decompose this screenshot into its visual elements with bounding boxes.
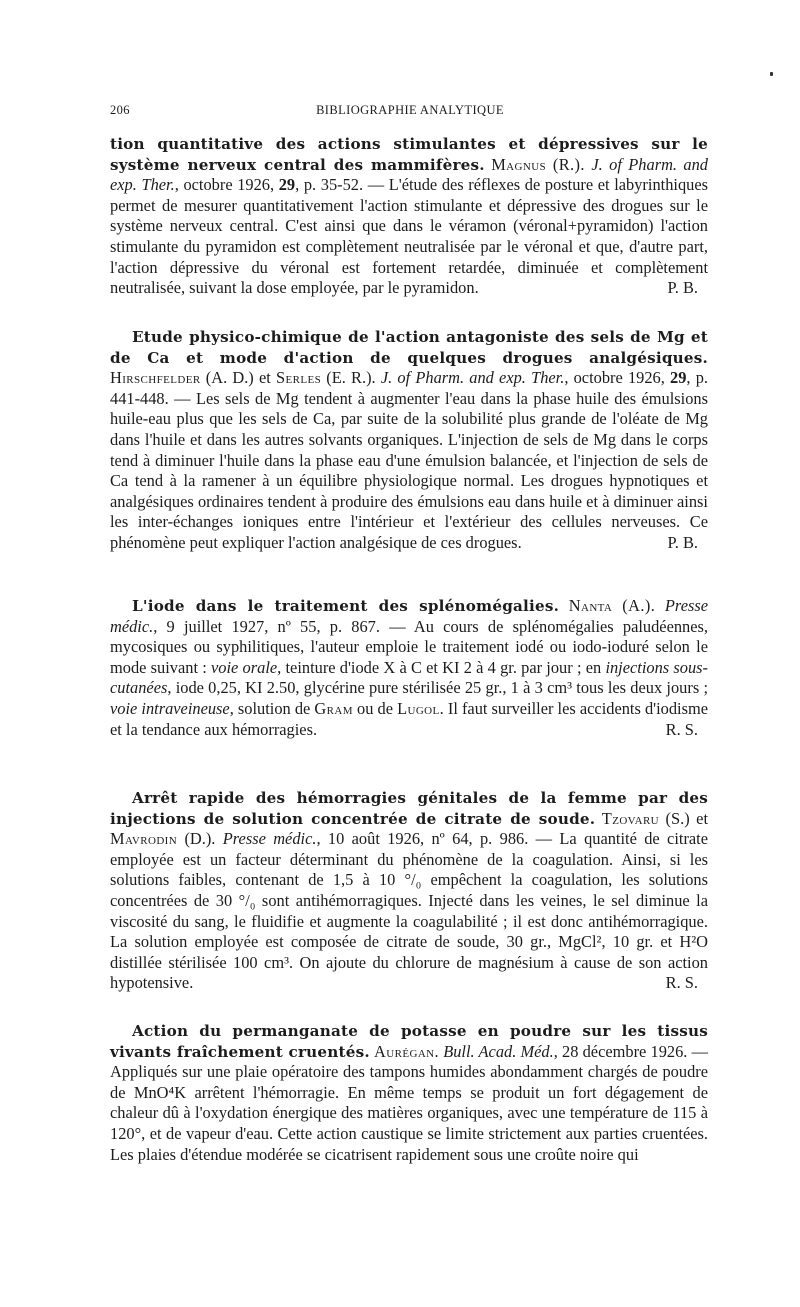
entry-author-b: Serles bbox=[275, 368, 322, 388]
entry-citation: , octobre 1926, bbox=[174, 175, 279, 195]
entry-body: — L'étude des réflexes de posture et labyrinthiques permet de mesurer quantitativement l'action stimulante et dépressive des drogues sur le système nerveux central. C'est ainsi que dans le véramon (véronal+pyramidon) l'action stimulante du pyramidon est complètement neutralisée par le véronal et que, d'autre part, l'action dépressive du véronal est fortement retardée, diminuée et complètement neutralisée, suivant la dose employée, par le pyramidon. bbox=[110, 175, 708, 298]
entry-author-a: Tzovaru bbox=[601, 808, 660, 828]
entry-journal: J. of Pharm. and exp. Ther. bbox=[110, 154, 708, 195]
entry-body-2: , teinture d'iode X à C et KI 2 à 4 gr. par jour ; en bbox=[277, 657, 606, 677]
entry-em-3: voie intraveineuse bbox=[110, 698, 230, 718]
entry-signature: P. B. bbox=[667, 532, 698, 552]
entry-signature: R. S. bbox=[665, 719, 698, 739]
entry-citation-pages: , p. 441-448. bbox=[110, 368, 709, 408]
entry-title: Arrêt rapide des hémorragies génitales de la femme par des injections de solution concentrée de citrate de soude. bbox=[110, 789, 708, 828]
entry-sc-2: Lugol bbox=[397, 698, 440, 718]
entry-title: Etude physico-chimique de l'action antagoniste des sels de Mg et de Ca et mode d'action de quelques drogues analgésiques. bbox=[110, 328, 708, 367]
entry-em-1: voie orale bbox=[211, 657, 278, 677]
entry-title: Action du permanganate de potasse en poudre sur les tissus vivants fraîchement cruentés. bbox=[110, 1022, 708, 1061]
entry-citation: , 28 décembre 1926. bbox=[553, 1041, 688, 1061]
entry-volume: 29 bbox=[278, 175, 296, 195]
entry-body-1: — Au cours de splénomégalies paludéennes, mycosiques ou syphilitiques, l'auteur emploie le traitement iodé ou iodo-ioduré selon le mode suivant : bbox=[110, 616, 708, 677]
entry-sc-1: Gram bbox=[314, 698, 353, 718]
abstract-entry bbox=[110, 596, 708, 740]
entry-journal: Bull. Acad. Méd. bbox=[443, 1041, 554, 1061]
header-title: BIBLIOGRAPHIE ANALYTIQUE bbox=[316, 103, 504, 117]
margin-mark bbox=[770, 72, 773, 76]
entry-author-b: Mavrodin bbox=[110, 829, 178, 849]
entry-title: L'iode dans le traitement des splénomégalies. bbox=[132, 597, 560, 615]
entry-body-5: ou de bbox=[352, 698, 398, 718]
entry-signature: R. S. bbox=[665, 973, 698, 993]
entry-author-b-initials: (D.). bbox=[177, 829, 216, 849]
entry-citation-pages: , p. 35-52. bbox=[295, 175, 364, 195]
entry-body-3: , iode 0,25, KI 2.50, glycérine pure stérilisée 25 gr., 1 à 3 cm³ tous les deux jours ; bbox=[167, 678, 708, 698]
entry-body: — Appliqués sur une plaie opératoire des tampons humides abondamment chargés de poudre de MnO⁴K arrêtent l'hémorragie. En même temps se produit un fort dégagement de chaleur dû à l'oxydation énergique des matières organiques, avec une température de 115 à 120°, et de vapeur d'eau. Cette action caustique se limite strictement aux parties cruentées. Les plaies d'étendue modérée se cicatrisent rapidement sous une croûte noire qui bbox=[110, 1041, 708, 1164]
entry-body-4: , solution de bbox=[229, 698, 315, 718]
abstract-entry bbox=[110, 134, 708, 299]
page-number: 206 bbox=[110, 103, 130, 117]
abstract-entry bbox=[110, 1021, 708, 1165]
entry-authors: Aurégan. bbox=[374, 1041, 440, 1061]
entry-title: tion quantitative des actions stimulantes et dépressives sur le système nerveux central des mammifères. bbox=[110, 135, 708, 174]
entry-author-b-initials: (E. R.). bbox=[321, 368, 376, 388]
entry-body: — Les sels de Mg tendent à augmenter l'eau dans la phase huile des émulsions huile-eau plus que les sels de Ca, par suite de la solubilité plus grande de l'oléate de Mg dans l'huile et dans les autres solvants organiques. L'injection de sels de Mg dans le corps tend à diminuer l'huile dans la phase eau d'une émulsion balancée, et l'injection de sels de Ca tend à la ramener à un équilibre physiologique normal. Les drogues hypnotiques et analgésiques ordinaires tendent à produire des émulsions eau dans huile et à diminuer ainsi les inter-échanges ioniques entre l'intérieur et l'extérieur des cellules nerveuses. Ce phénomène peut expliquer l'action analgésique de ces drogues. bbox=[110, 388, 708, 552]
entry-body: — La quantité de citrate employée est un facteur déterminant du phénomène de la coagulation. Ainsi, si les solutions faibles, contenant de 1,5 à 10 °/₀ empêchent la coagulation, les solutions concentrées de 30 °/₀ sont antihémorragiques. Injecté dans les veines, le sel diminue la viscosité du sang, le fluidifie et augmente la coagulabilité ; il est donc antihémorragique. La solution employée est composée de citrate de soude, 30 gr., MgCl², 10 gr. et H²O distillée stérilisée 100 cm³. On ajoute du chlorure de magnésium à cause de son action hypotensive. bbox=[110, 829, 709, 993]
entry-authors: Magnus (R.). bbox=[491, 154, 585, 174]
entry-journal: Presse médic. bbox=[222, 829, 317, 849]
entry-author-a: Hirschfelder bbox=[110, 368, 201, 388]
entry-body-6: . Il faut surveiller les accidents d'iodisme et la tendance aux hémorragies. bbox=[110, 698, 708, 739]
entry-signature: P. B. bbox=[667, 278, 698, 298]
entry-journal: Presse médic. bbox=[110, 596, 708, 636]
entry-citation: , octobre 1926, bbox=[564, 368, 671, 388]
abstract-entry bbox=[110, 788, 708, 994]
entry-citation: , 9 juillet 1927, nº 55, p. 867. bbox=[153, 616, 380, 636]
entry-authors: Nanta (A.). bbox=[568, 596, 656, 615]
entry-author-a-initials: (S.) et bbox=[659, 808, 709, 828]
entry-journal: J. of Pharm. and exp. Ther. bbox=[380, 368, 565, 388]
abstract-entry bbox=[110, 327, 708, 554]
entry-author-a-initials: (A. D.) et bbox=[200, 368, 276, 388]
entry-volume: 29 bbox=[670, 368, 687, 388]
entry-em-2: injections sous-cutanées bbox=[110, 657, 709, 698]
entry-citation: , 10 août 1926, nº 64, p. 986. bbox=[316, 829, 529, 849]
running-header bbox=[110, 103, 710, 123]
